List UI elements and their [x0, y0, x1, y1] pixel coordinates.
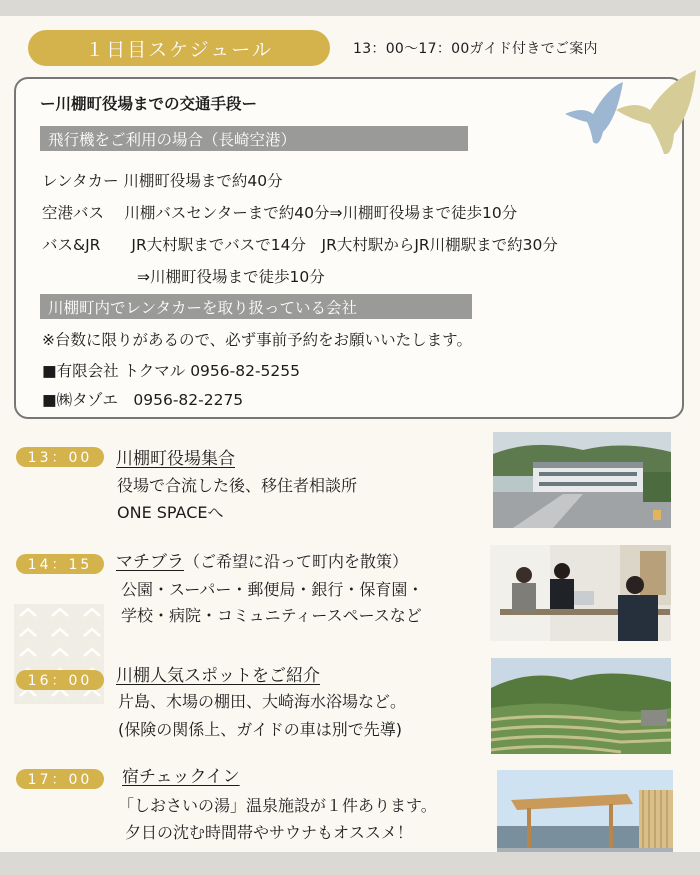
- time-badge-1600: 16：00: [16, 670, 104, 690]
- rental-heading: 川棚町内でレンタカーを取り扱っている会社: [40, 294, 472, 319]
- event-title-machibura: [116, 547, 408, 572]
- rice-terrace-photo: [491, 658, 671, 754]
- event-title-text: マチブラ: [116, 552, 184, 572]
- top-border: [0, 0, 700, 16]
- event-line: 「しおさいの湯」温泉施設が１件あります。: [118, 796, 437, 815]
- company-tokumaru: ■有限会社 トクマル 0956-82-5255: [42, 362, 300, 380]
- event-subtitle: （ご希望に沿って町内を散策）: [184, 552, 409, 571]
- time-badge-1700: 17：00: [16, 769, 104, 789]
- town-hall-photo: [493, 432, 671, 528]
- guide-note: 13：00〜17：00ガイド付きでご案内: [353, 41, 598, 57]
- reservation-note: ※台数に限りがあるので、必ず事前予約をお願いいたします。: [42, 331, 472, 349]
- airport-bus-line: 空港バス 川棚バスセンターまで約40分⇒川棚町役場まで徒歩10分: [42, 204, 518, 222]
- time-badge-1415: 14：15: [16, 554, 104, 574]
- event-title-town-hall: 川棚町役場集合: [116, 449, 235, 469]
- bus-jr-line: バス&JR JR大村駅までバスで14分 JR大村駅からJR川棚駅まで約30分: [42, 236, 558, 254]
- onsen-photo: [497, 770, 673, 864]
- event-line: 学校・病院・コミュニティースペースなど: [121, 606, 422, 625]
- event-line: (保険の関係上、ガイドの車は別で先導): [118, 720, 403, 739]
- time-badge-1300: 13：00: [16, 447, 104, 467]
- event-line: 役場で合流した後、移住者相談所: [117, 476, 358, 495]
- event-line: 片島、木場の棚田、大崎海水浴場など。: [118, 692, 407, 711]
- access-title: ー川棚町役場までの交通手段ー: [40, 95, 258, 113]
- schedule-title-badge: １日目スケジュール: [28, 30, 330, 66]
- event-title-checkin: 宿チェックイン: [122, 767, 240, 787]
- event-line: 夕日の沈む時間帯やサウナもオススメ！: [125, 823, 413, 842]
- gold-bird-icon: [612, 68, 698, 160]
- bus-jr-walk-line: ⇒川棚町役場まで徒歩10分: [137, 268, 325, 286]
- consultation-photo: [490, 545, 671, 641]
- rentacar-line: レンタカー 川棚町役場まで約40分: [42, 172, 283, 190]
- plane-heading: 飛行機をご利用の場合（長崎空港）: [40, 126, 468, 151]
- bottom-border: [0, 852, 700, 875]
- event-line: 公園・スーパー・郵便局・銀行・保育園・: [121, 580, 424, 599]
- event-title-spots: 川棚人気スポットをご紹介: [116, 666, 320, 686]
- event-line: ONE SPACEへ: [117, 503, 224, 522]
- company-tazoe: ■㈱タゾエ 0956-82-2275: [42, 391, 244, 409]
